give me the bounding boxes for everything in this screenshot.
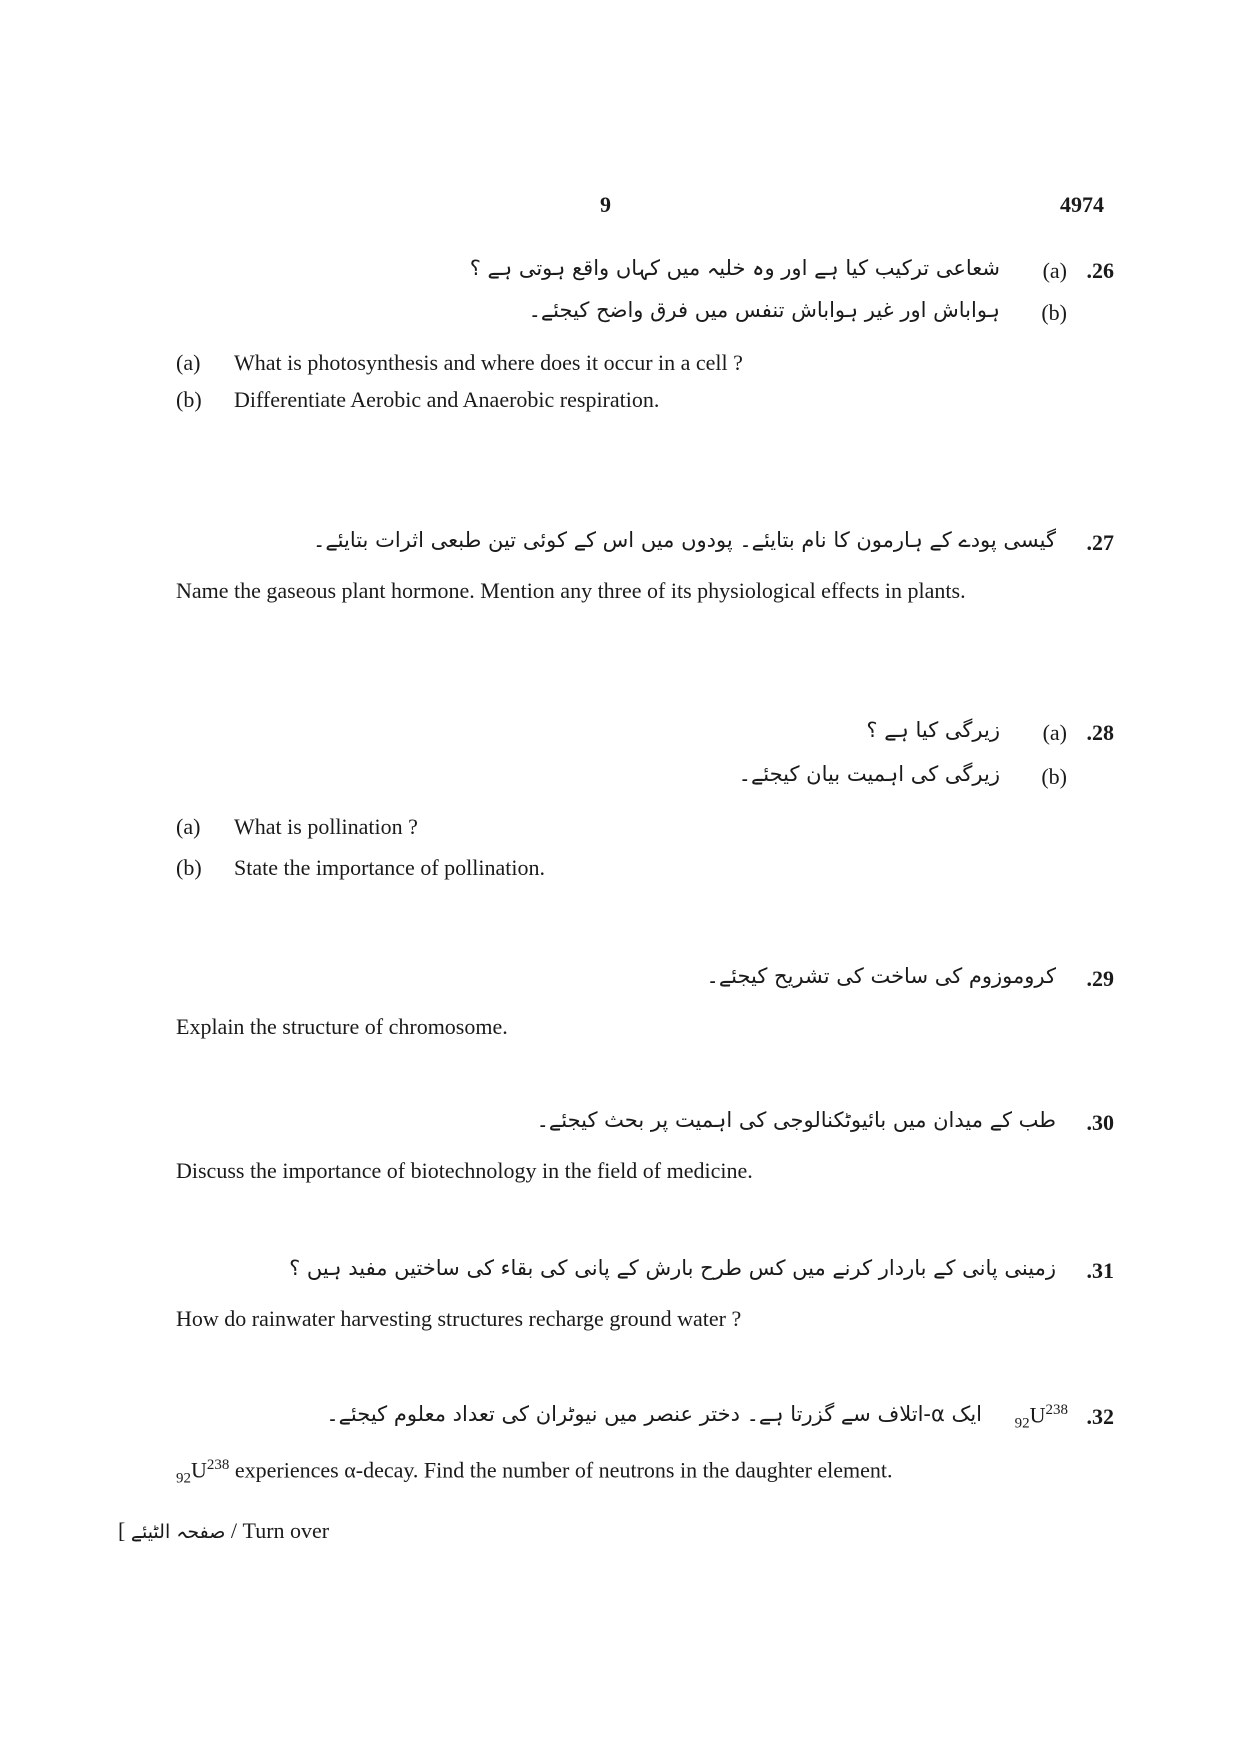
english-text: Differentiate Aerobic and Anaerobic respiration. xyxy=(234,387,660,412)
mass-number: 238 xyxy=(1045,1402,1068,1418)
urdu-text: گیسی پودے کے ہارمون کا نام بتایئے۔ پودوں میں اس کے کوئی تین طبعی اثرات بتایئے۔ xyxy=(313,528,1056,552)
urdu-text: زیرگی کیا ہے ؟ xyxy=(866,718,1000,742)
element-symbol: U xyxy=(1029,1402,1046,1428)
atomic-number: 92 xyxy=(1014,1415,1030,1432)
english-text: What is photosynthesis and where does it occur in a cell ? xyxy=(234,350,743,375)
urdu-line xyxy=(0,300,1240,336)
sub-label: (b) xyxy=(1041,300,1067,325)
urdu-text: کروموزوم کی ساخت کی تشریح کیجئے۔ xyxy=(706,964,1056,988)
question-number: .29 xyxy=(1086,966,1114,991)
urdu-text: ہواباش اور غیر ہواباش تنفس میں فرق واضح کیجئے۔ xyxy=(528,298,1000,322)
bracket: [ xyxy=(118,1518,126,1543)
urdu-line xyxy=(0,258,1240,294)
urdu-line xyxy=(0,530,1240,566)
question-number: .26 xyxy=(1086,258,1114,283)
english-text: What is pollination ? xyxy=(234,814,418,839)
sub-label: (b) xyxy=(1041,764,1067,789)
english-text xyxy=(176,1448,1056,1496)
element-symbol: U xyxy=(191,1457,207,1483)
sub-label: (a) xyxy=(176,814,201,839)
sub-label: (a) xyxy=(176,350,201,375)
question-number: .28 xyxy=(1086,720,1114,745)
urdu-line xyxy=(0,1110,1240,1146)
sub-label: (b) xyxy=(176,387,202,412)
urdu-text: ایک α-اتلاف سے گزرتا ہے۔ دختر عنصر میں نیوٹران کی تعداد معلوم کیجئے۔ xyxy=(326,1402,982,1426)
urdu-text: طب کے میدان میں بائیوٹکنالوجی کی اہمیت پر بحث کیجئے۔ xyxy=(536,1108,1056,1132)
english-text: How do rainwater harvesting structures recharge ground water ? xyxy=(176,1306,742,1331)
atomic-number: 92 xyxy=(176,1470,191,1487)
question-number: .27 xyxy=(1086,530,1114,555)
english-text: Explain the structure of chromosome. xyxy=(176,1014,508,1039)
urdu-line xyxy=(0,966,1240,1002)
page-number: 9 xyxy=(600,192,611,217)
english-sentence: experiences α-decay. Find the number of neutrons in the daughter element. xyxy=(229,1457,893,1483)
urdu-text: شعاعی ترکیب کیا ہے اور وہ خلیہ میں کہاں واقع ہوتی ہے ؟ xyxy=(469,256,1000,280)
english-text: Name the gaseous plant hormone. Mention any three of its physiological effects in plants. xyxy=(176,578,966,603)
sub-label: (b) xyxy=(176,855,202,880)
english-turn-over: Turn over xyxy=(242,1518,330,1543)
question-number: .31 xyxy=(1086,1258,1114,1283)
question-number: .32 xyxy=(1086,1404,1114,1429)
english-text: Discuss the importance of biotechnology in the field of medicine. xyxy=(176,1158,753,1183)
sub-label: (a) xyxy=(1042,720,1067,745)
separator: / xyxy=(230,1518,238,1543)
question-number: .30 xyxy=(1086,1110,1114,1135)
urdu-text: زمینی پانی کے باردار کرنے میں کس طرح بارش کے پانی کی بقاء کی ساختیں مفید ہیں ؟ xyxy=(289,1256,1056,1280)
urdu-text: زیرگی کی اہمیت بیان کیجئے۔ xyxy=(738,762,1000,786)
turn-over-note xyxy=(118,1518,329,1544)
urdu-line xyxy=(0,720,1240,756)
urdu-turn-over: صفحہ الٹیئے xyxy=(130,1521,226,1543)
urdu-line xyxy=(0,1404,1240,1440)
urdu-line xyxy=(0,764,1240,800)
paper-code: 4974 xyxy=(1060,192,1104,217)
sub-label: (a) xyxy=(1042,258,1067,283)
urdu-line xyxy=(0,1258,1240,1294)
english-text: State the importance of pollination. xyxy=(234,855,545,880)
mass-number: 238 xyxy=(206,1457,230,1473)
nuclide-symbol xyxy=(1015,1402,1068,1433)
